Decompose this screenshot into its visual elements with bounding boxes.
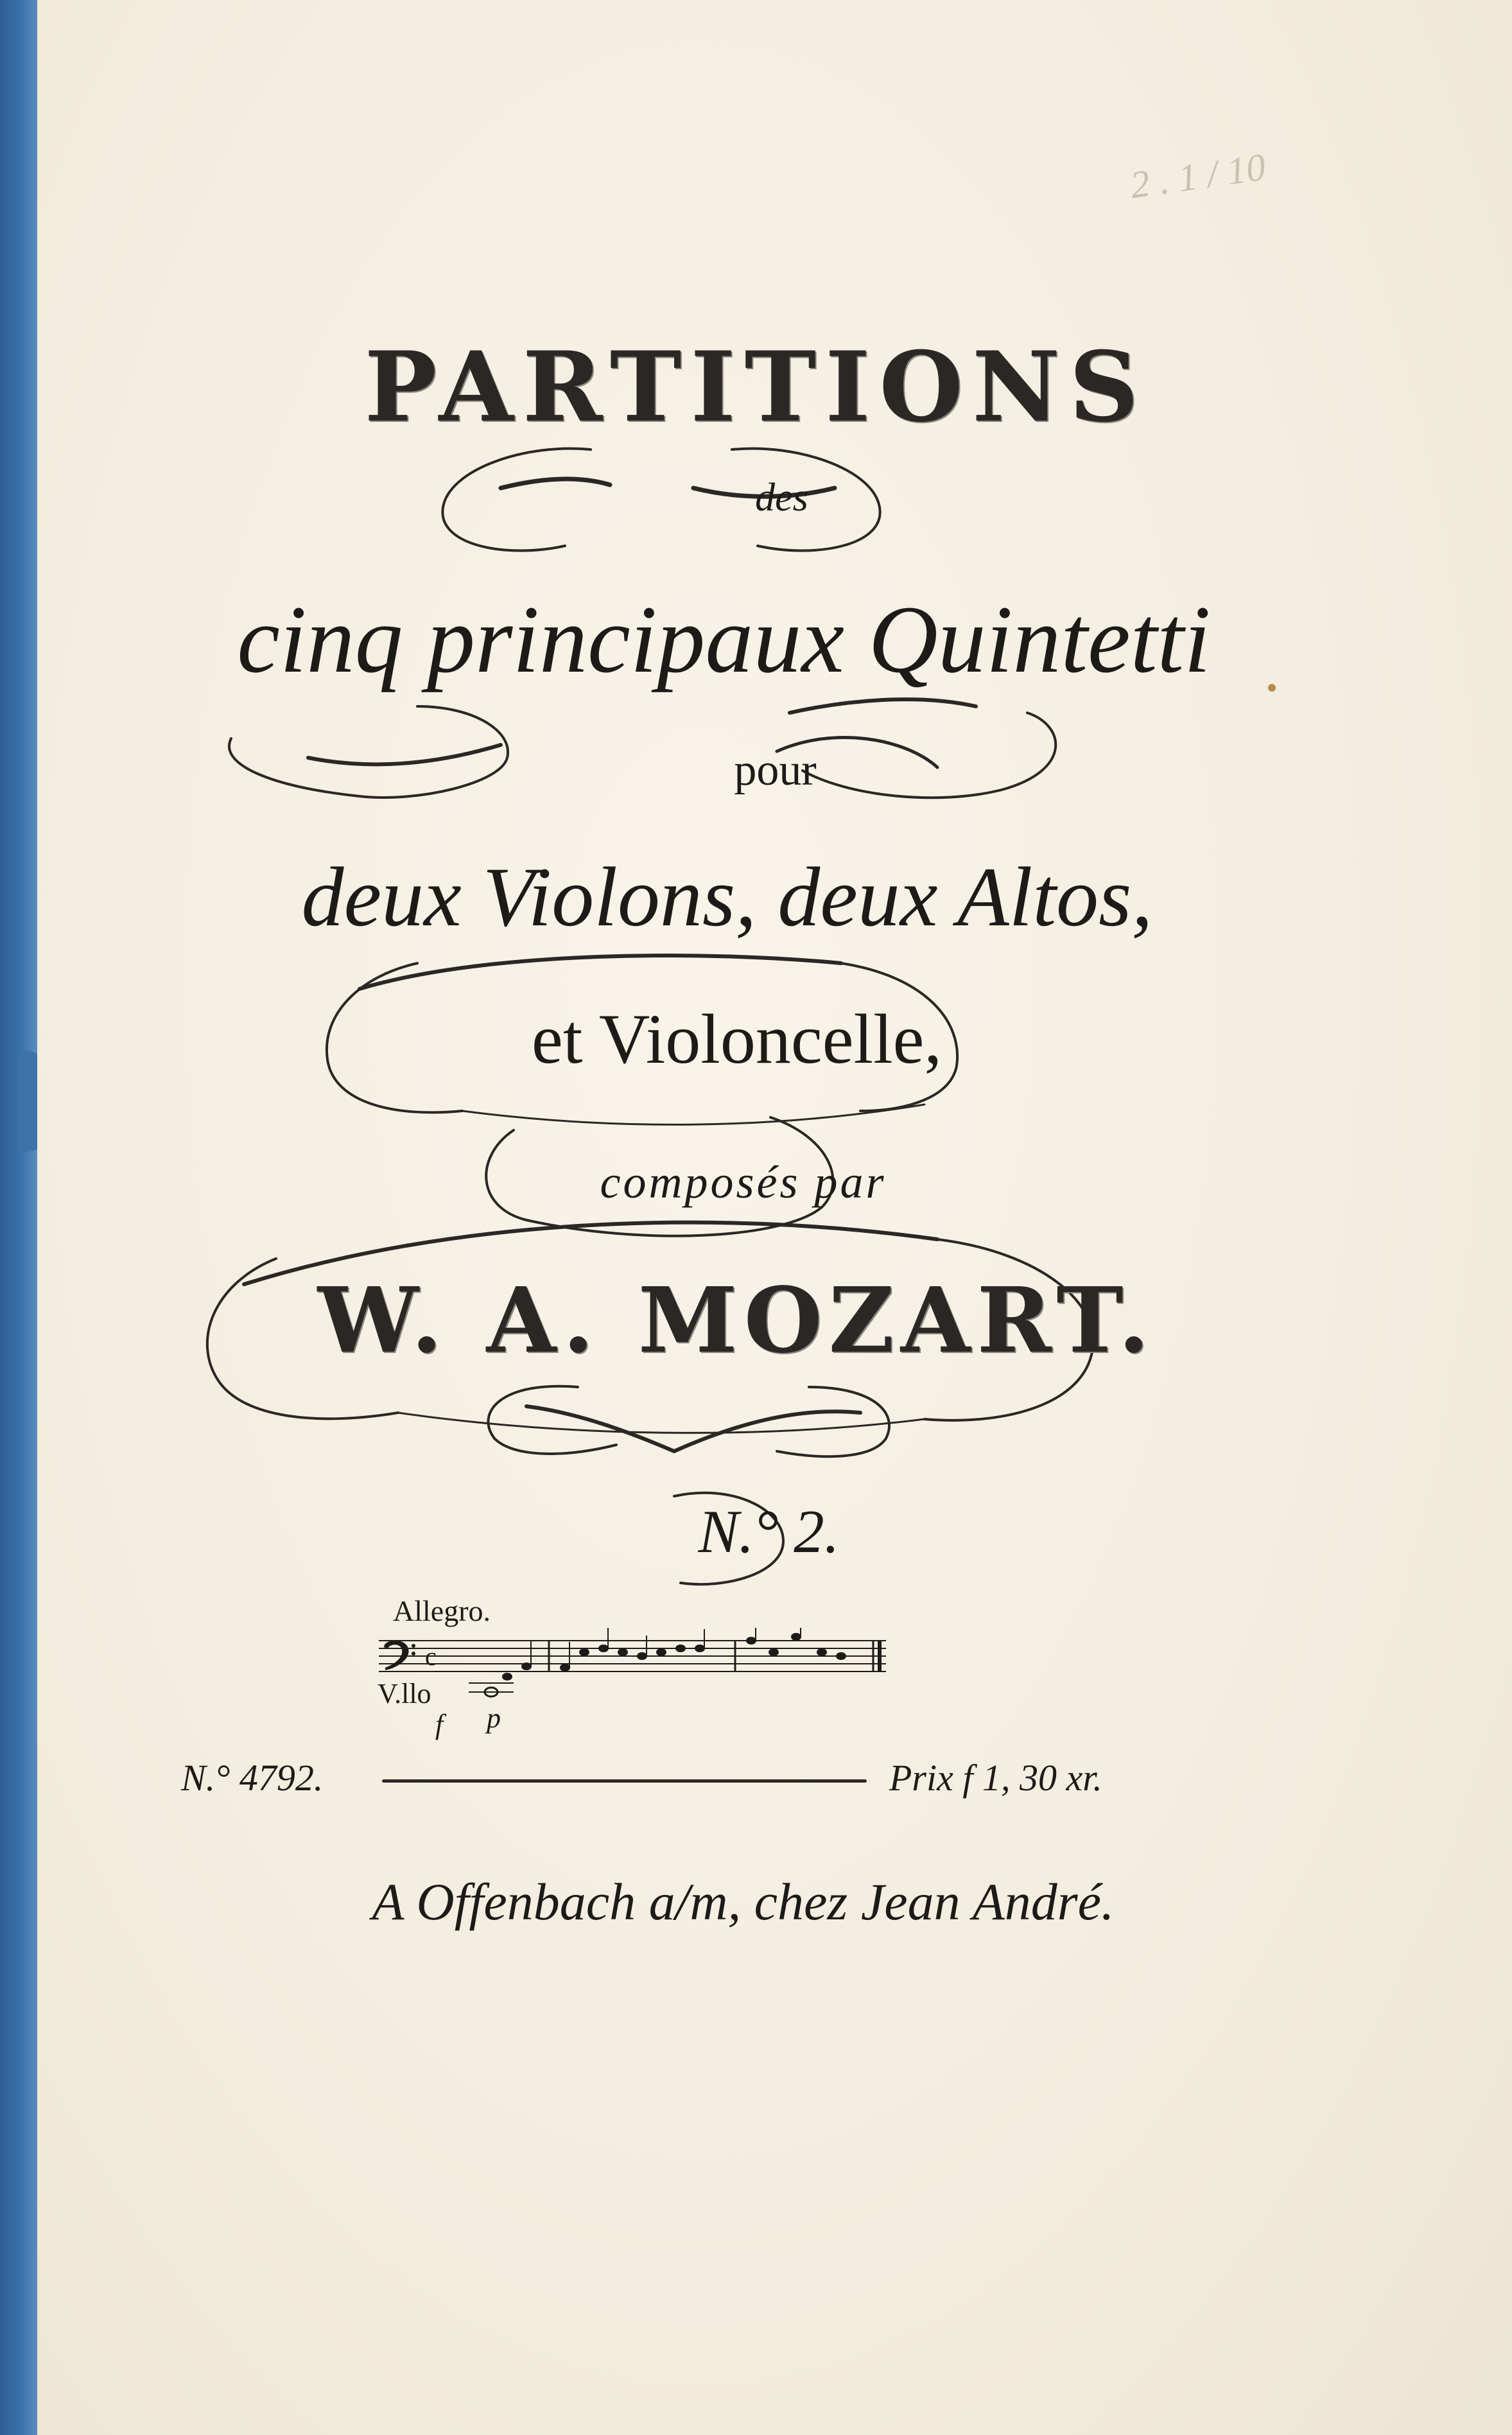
instrumentation-violoncelle: et Violoncelle, xyxy=(532,1000,942,1078)
dynamic-piano: p xyxy=(487,1702,501,1734)
connector-pour: pour xyxy=(734,746,817,795)
dynamic-forte: f xyxy=(435,1709,444,1740)
work-number: N.° 2. xyxy=(698,1497,840,1566)
staff-lines xyxy=(379,1641,886,1671)
page-title: PARTITIONS xyxy=(364,331,1148,444)
bass-clef-icon xyxy=(384,1641,415,1670)
incipit-tempo: Allegro. xyxy=(393,1594,491,1627)
common-time-icon: c xyxy=(425,1642,437,1671)
incipit-instrument: V.llo xyxy=(378,1678,431,1709)
composed-by-label: composés par xyxy=(600,1156,887,1208)
horizontal-rule xyxy=(382,1779,867,1783)
price: Prix f 1, 30 xr. xyxy=(889,1757,1102,1799)
notes xyxy=(469,1628,846,1697)
plate-number: N.° 4792. xyxy=(181,1757,324,1799)
pencil-annotation: 2 . 1 / 10 xyxy=(1127,145,1269,207)
work-title: cinq principaux Quintetti xyxy=(237,586,1211,693)
publisher-imprint: A Offenbach a/m, chez Jean André. xyxy=(372,1872,1115,1931)
instrumentation: deux Violons, deux Altos, xyxy=(301,850,1153,944)
composer-name: W. A. MOZART. xyxy=(317,1268,1156,1374)
connector-des: des xyxy=(755,476,808,519)
musical-incipit-staff xyxy=(379,1628,892,1724)
